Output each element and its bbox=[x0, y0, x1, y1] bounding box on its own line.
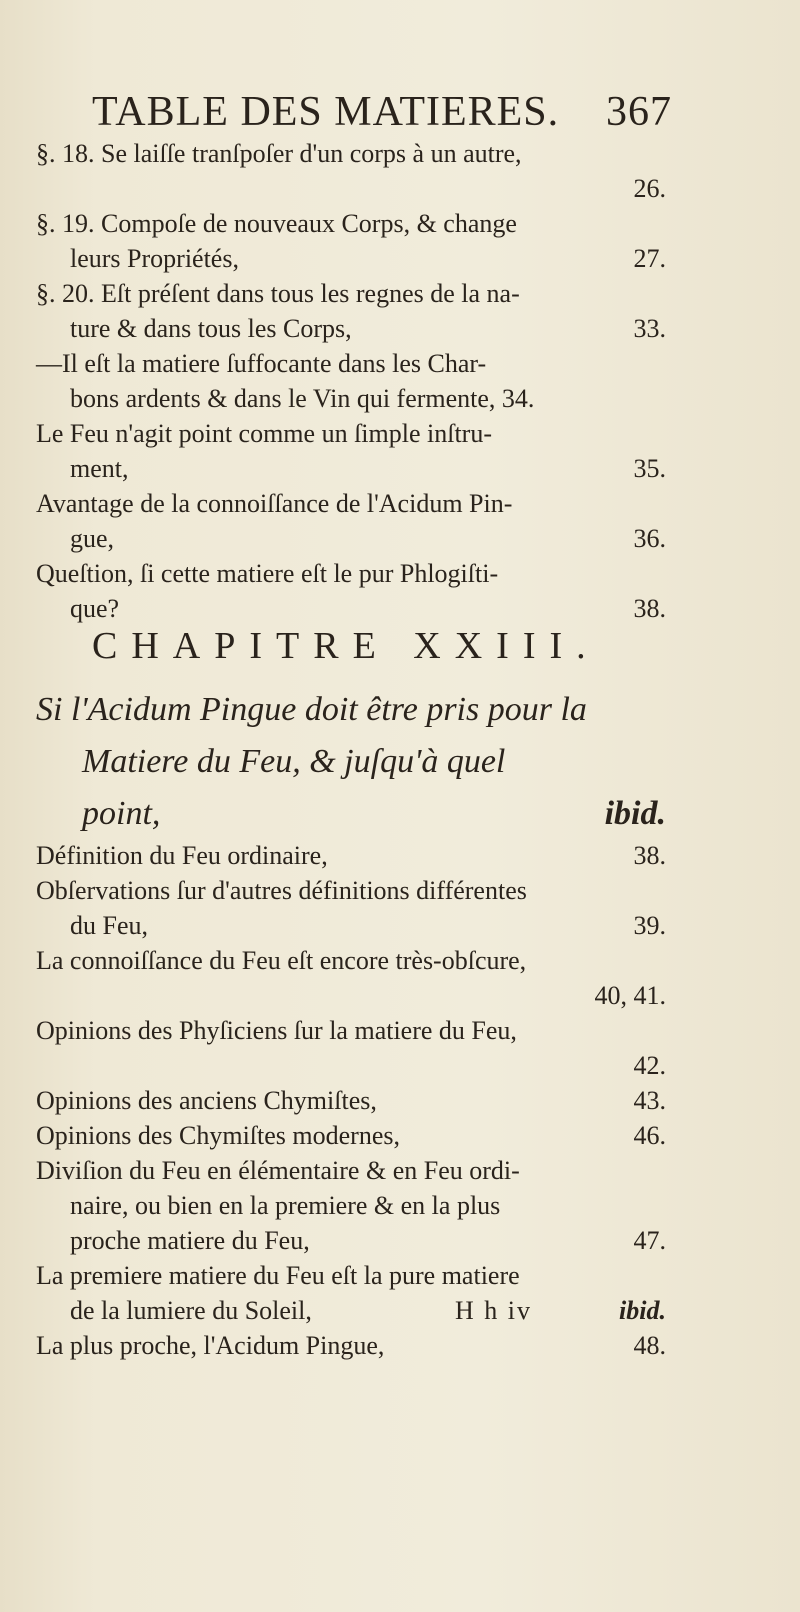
entry-page: 48. bbox=[633, 1331, 666, 1360]
running-header bbox=[92, 88, 672, 138]
toc-entry bbox=[36, 943, 666, 1013]
entry-page: 26. bbox=[633, 174, 666, 203]
header-title: TABLE DES MATIERES. bbox=[92, 89, 560, 135]
entry-line: Définition du Feu ordinaire, bbox=[36, 841, 328, 870]
toc-entries-bottom bbox=[36, 838, 666, 1363]
entry-page: 35. bbox=[633, 454, 666, 483]
entry-line: La connoiſſance du Feu eſt encore très-obſcure, bbox=[36, 946, 527, 975]
chapter-title-line: point, bbox=[82, 795, 161, 832]
toc-entries-top bbox=[36, 136, 666, 626]
toc-entry bbox=[36, 486, 666, 556]
entry-page: 46. bbox=[633, 1121, 666, 1150]
entry-line: §. 18. Se laiſſe tranſpoſer d'un corps à un autre, bbox=[36, 139, 522, 168]
entry-line: Obſervations ſur d'autres définitions différentes bbox=[36, 876, 527, 905]
entry-line: Le Feu n'agit point comme un ſimple inſtru- bbox=[36, 419, 492, 448]
chapter-heading: CHAPITRE XXIII. bbox=[92, 625, 600, 667]
entry-line: La plus proche, l'Acidum Pingue, bbox=[36, 1331, 385, 1360]
entry-page: 27. bbox=[633, 244, 666, 273]
entry-page: ibid. bbox=[619, 1296, 666, 1325]
entry-line: de la lumiere du Soleil, bbox=[70, 1296, 312, 1325]
toc-entry bbox=[36, 346, 666, 416]
entry-line: —Il eſt la matiere ſuffocante dans les Char- bbox=[36, 349, 487, 378]
entry-line: §. 20. Eſt préſent dans tous les regnes de la na- bbox=[36, 279, 520, 308]
entry-line: Diviſion du Feu en élémentaire & en Feu ordi- bbox=[36, 1156, 520, 1185]
entry-line: gue, bbox=[70, 524, 115, 553]
toc-entry bbox=[36, 556, 666, 626]
toc-entry bbox=[36, 1258, 666, 1328]
entry-page: 42. bbox=[633, 1051, 666, 1080]
toc-entry bbox=[36, 1013, 666, 1083]
entry-line: ture & dans tous les Corps, bbox=[70, 314, 352, 343]
entry-page: 47. bbox=[633, 1226, 666, 1255]
toc-entry bbox=[36, 1118, 666, 1153]
chapter-title-page: ibid. bbox=[604, 795, 666, 832]
entry-page: 38. bbox=[633, 594, 666, 623]
entry-line: naire, ou bien en la premiere & en la plus bbox=[70, 1191, 501, 1220]
entry-line: Opinions des Chymiſtes modernes, bbox=[36, 1121, 400, 1150]
entry-page: 38. bbox=[633, 841, 666, 870]
entry-line: Queſtion, ſi cette matiere eſt le pur Phlogiſti- bbox=[36, 559, 499, 588]
signature-mark: H h iv bbox=[455, 1296, 532, 1325]
toc-entry bbox=[36, 206, 666, 276]
entry-page: 33. bbox=[633, 314, 666, 343]
entry-line: ment, bbox=[70, 454, 129, 483]
toc-entry bbox=[36, 873, 666, 943]
page-number: 367 bbox=[606, 89, 672, 135]
entry-line: §. 19. Compoſe de nouveaux Corps, & change bbox=[36, 209, 517, 238]
entry-line: du Feu, bbox=[70, 911, 148, 940]
entry-line: Opinions des Phyſiciens ſur la matiere du Feu, bbox=[36, 1016, 517, 1045]
entry-line: Avantage de la connoiſſance de l'Acidum Pin- bbox=[36, 489, 513, 518]
entry-page: 40, 41. bbox=[594, 981, 666, 1010]
chapter-title-line: Matiere du Feu, & juſqu'à quel bbox=[82, 743, 506, 780]
chapter-title-line: Si l'Acidum Pingue doit être pris pour la bbox=[36, 691, 587, 728]
toc-entry bbox=[36, 1328, 666, 1363]
entry-line: que? bbox=[70, 594, 120, 623]
toc-entry bbox=[36, 276, 666, 346]
chapter-title bbox=[36, 684, 666, 840]
entry-line: leurs Propriétés, bbox=[70, 244, 239, 273]
entry-line: La premiere matiere du Feu eſt la pure matiere bbox=[36, 1261, 520, 1290]
entry-line: bons ardents & dans le Vin qui fermente, 34. bbox=[70, 384, 535, 413]
entry-line: proche matiere du Feu, bbox=[70, 1226, 310, 1255]
toc-entry bbox=[36, 1153, 666, 1258]
toc-entry bbox=[36, 136, 666, 206]
toc-entry bbox=[36, 838, 666, 873]
toc-entry bbox=[36, 416, 666, 486]
entry-page: 36. bbox=[633, 524, 666, 553]
entry-line: Opinions des anciens Chymiſtes, bbox=[36, 1086, 377, 1115]
entry-page: 39. bbox=[633, 911, 666, 940]
entry-page: 43. bbox=[633, 1086, 666, 1115]
toc-entry bbox=[36, 1083, 666, 1118]
